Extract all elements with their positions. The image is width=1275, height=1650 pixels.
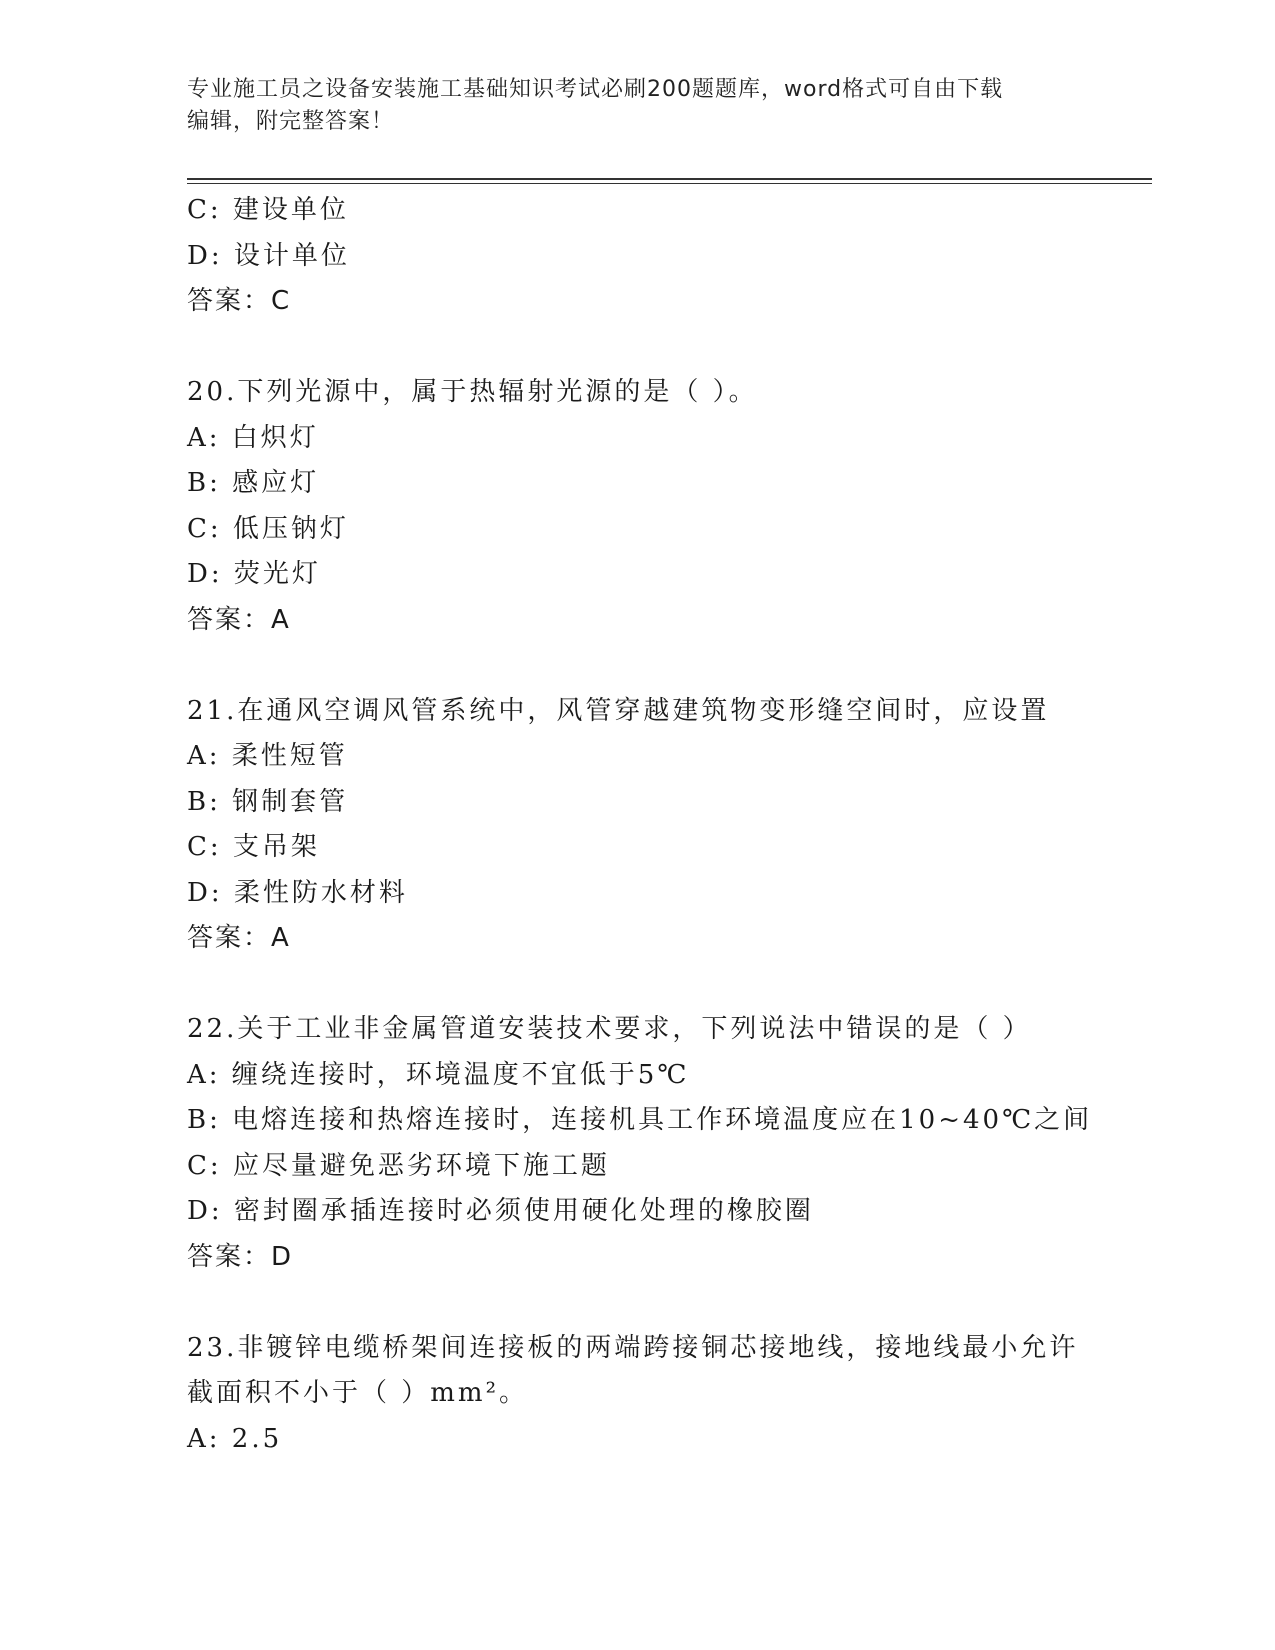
option-b: B: 电熔连接和热熔连接时，连接机具工作环境温度应在10~40℃之间	[187, 1105, 1093, 1135]
header-line-2: 编辑，附完整答案！	[187, 109, 395, 134]
option-d: D: 荧光灯	[187, 559, 321, 589]
question-list	[187, 188, 1137, 1462]
question-text-line-1: 23.非镀锌电缆桥架间连接板的两端跨接铜芯接地线，接地线最小允许	[187, 1332, 1079, 1363]
option-a: A: 2.5	[187, 1423, 283, 1454]
answer: 答案：C	[187, 286, 292, 316]
question-23	[187, 1326, 1137, 1463]
option-d: D: 密封圈承插连接时必须使用硬化处理的橡胶圈	[187, 1196, 814, 1226]
option-c: C: 建设单位	[187, 195, 349, 225]
document-header	[187, 74, 1067, 138]
option-c: C: 低压钠灯	[187, 513, 349, 544]
question-text: 20.下列光源中，属于热辐射光源的是（ ）。	[187, 377, 758, 407]
option-a: A: 缠绕连接时，环境温度不宜低于5℃	[187, 1059, 690, 1090]
question-text: 22.关于工业非金属管道安装技术要求，下列说法中错误的是（ ）	[187, 1014, 1032, 1044]
option-b: B: 钢制套管	[187, 786, 349, 817]
header-rule-thick	[187, 178, 1152, 180]
option-a: A: 柔性短管	[187, 741, 348, 771]
header-line-1: 专业施工员之设备安装施工基础知识考试必刷200题题库，word格式可自由下载	[187, 77, 1004, 102]
option-c: C: 应尽量避免恶劣环境下施工题	[187, 1150, 610, 1181]
option-a: A: 白炽灯	[187, 422, 319, 453]
question-22	[187, 1007, 1137, 1280]
answer: 答案：D	[187, 1241, 294, 1272]
answer: 答案：A	[187, 923, 291, 953]
option-c: C: 支吊架	[187, 832, 320, 862]
question-21	[187, 689, 1137, 962]
header-rule-thin	[187, 183, 1152, 184]
option-d: D: 柔性防水材料	[187, 877, 408, 908]
answer: 答案：A	[187, 604, 291, 635]
question-20	[187, 370, 1137, 643]
option-b: B: 感应灯	[187, 468, 320, 498]
question-19	[187, 188, 1137, 325]
question-text: 21.在通风空调风管系统中，风管穿越建筑物变形缝空间时，应设置	[187, 695, 1050, 726]
option-d: D: 设计单位	[187, 240, 350, 271]
question-text-line-2: 截面积不小于（ ）mm²。	[187, 1378, 528, 1408]
